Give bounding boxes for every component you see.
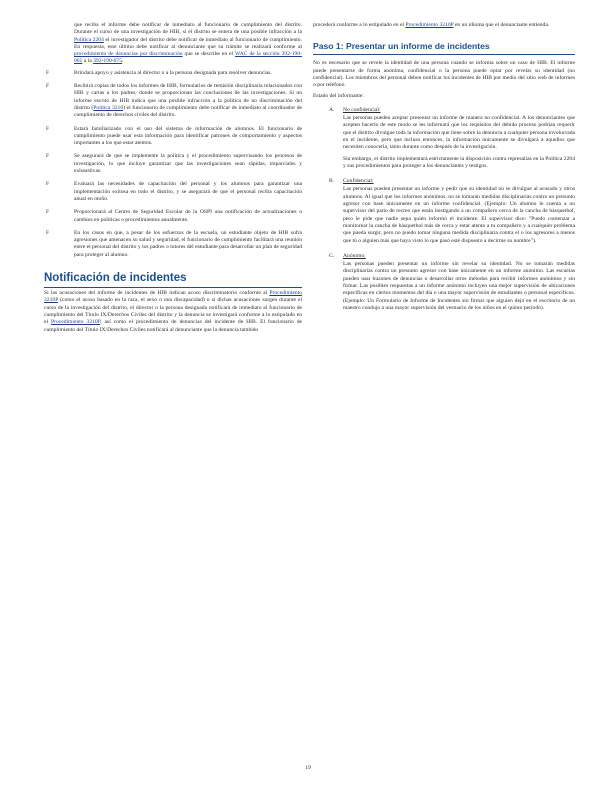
left-column bbox=[44, 22, 302, 338]
notif-text-2: (como el acoso basado en la raza, el sexo o una discapacidad) o si dichas acusaciones surgen durante el curso de la investigación del distrito, el director o la persona designada notificará de inmediato al funcionario de cumplimiento del Título IX/Derechos Civiles del distrito y la denuncia se investigará conforme a lo estipulado en el bbox=[44, 297, 302, 326]
notif-text-1: Si las acusaciones del informe de incidentes de HIB indican acoso discriminatorio conforme al bbox=[44, 290, 270, 297]
intro-text-3: que se describe en el bbox=[182, 51, 236, 58]
list-item-text: Se asegurará de que se implemente la política y el procedimiento supervisando los procesos de investigación, lo que incluye garantizar que las investigaciones sean rápidas, imparciales y exhaustivas. bbox=[74, 153, 302, 175]
option-paragraph: Las personas pueden presentar un informe sin revelar su identidad. No se tomarán medidas disciplinarias contra un presunto agresor con base únicamente en un informe anónimo. Las escuelas pueden usar buzones de denuncias o desarrollar otros métodos para recibir informes anónimos y sin firmar. Las posibles respuestas a un informe anónimo incluyen una mejor supervisión de ubicaciones específicas en ciertos momentos del día o una mayor supervisión de estudiantes o personal específicos. (Ejemplo: Un Formulario de Informe de Incidentes sin firmar que alguien dejó en el escritorio de un maestro condujo a una mayor supervisión del vestuario de los niños en el quinto período). bbox=[343, 261, 575, 311]
list-item-text: Proporcionará al Centro de Seguridad Escolar de la OSPI una notificación de actualizaciones o cambios en políticas o procedimientos anualmente. bbox=[74, 209, 302, 223]
bullet-marker: F bbox=[46, 181, 49, 188]
cont-text-2: en un idioma que el denunciante entienda. bbox=[453, 22, 550, 28]
list-item-text-end: ) el funcionario de cumplimiento debe notificar de inmediato al coordinador de cumplimiento de derechos civiles del distrito. bbox=[74, 104, 302, 119]
bullet-marker: F bbox=[46, 125, 49, 132]
intro-text-1: que reciba el informe debe notificar de inmediato al funcionario de cumplimiento del distrito. Durante el curso de una investigación de HIB, si el distrito se entera de una posible infracción a la bbox=[74, 22, 302, 36]
link-wac-section[interactable]: WAC de la sección 392-190-065 bbox=[74, 51, 302, 65]
option-non-confidential bbox=[313, 107, 575, 170]
intro-text-4: a la bbox=[82, 58, 94, 65]
link-procedure-3210p[interactable]: Procedimiento 3210P bbox=[44, 290, 302, 304]
list-item-text: Estará familiarizado con el uso del sistema de información de alumnos. El funcionario de cumplimiento puede usar esta información para identificar patrones de comportamiento y aspectos importantes a los que estar atentos. bbox=[74, 125, 302, 147]
list-item-text: Evaluará las necesidades de capacitación del personal y los alumnos para garantizar una implementación exitosa en todo el distrito, y se asegurará de que el personal reciba capacitación anual en otoño. bbox=[74, 181, 302, 202]
link-procedure-3210p-3[interactable]: Procedimiento 3210P bbox=[405, 22, 454, 28]
link-procedure-3210p-2[interactable]: Procedimiento 3210P bbox=[50, 319, 101, 326]
bullet-marker: F bbox=[46, 209, 49, 216]
option-paragraph: Sin embargo, el distrito implementará estrictamente la disposición contra represalias en la Política 2204 y sus procedimientos para proteger a los denunciantes y testigos. bbox=[343, 155, 575, 169]
list-item bbox=[44, 209, 302, 224]
step-1-paragraph: No es necesario que se revele la identidad de una persona cuando se informa sobre un caso de HIB. El informe puede presentarse de forma anónima, confidencial o la persona puede optar por revelar su identidad (no confidencial). Los miembros del personal deben notificar los incidentes de HIB por medio del sitio web de informes o por teléfono. bbox=[313, 60, 575, 89]
continuation-paragraph bbox=[313, 22, 575, 29]
bullet-marker: F bbox=[46, 83, 49, 90]
step-1-heading: Paso 1: Presentar un informe de incidentes bbox=[313, 41, 575, 55]
list-item bbox=[44, 70, 302, 77]
option-paragraph: Las personas pueden aceptar presentar un informe de manera no confidencial. A los denunciantes que acepten hacerlo de este modo se les informará que los requisitos del debido proceso podrían requerir que el distrito divulgue toda la información que tiene sobre la denuncia a cualquier persona involucrada en el incidente, pero que incluso entonces, la información únicamente se divulgará a aquellos que necesiten conocerla, tanto durante como después de la investigación. bbox=[343, 115, 575, 151]
list-item-text: Brindará apoyo y asistencia al director o a la persona designada para resolver denuncias. bbox=[74, 69, 272, 76]
link-policy-3210[interactable]: Política 3210 bbox=[93, 104, 124, 111]
list-item bbox=[44, 230, 302, 259]
intro-text-5: . bbox=[122, 58, 124, 65]
option-title: Anónimo: bbox=[343, 252, 366, 259]
option-letter: A. bbox=[329, 106, 335, 113]
option-title: No confidencial: bbox=[343, 106, 381, 113]
link-discrimination-procedure[interactable]: procedimiento de denuncias por discriminación bbox=[74, 51, 183, 58]
option-title: Confidencial: bbox=[343, 178, 374, 185]
list-item-text: Recibirá copias de todos los informes de HIB, formularios de remisión disciplinaria relacionados con HIB y cartas a los padres, donde se proporcionan las conclusiones de las investigaciones. Si un informe escrito de HIB indica que una posible infracción a la política de no discriminación del distrito ( bbox=[74, 83, 302, 111]
list-item-text: En los casos en que, a pesar de los esfuerzos de la escuela, un estudiante objeto de HIB sufra agresiones que amenacen su salud y seguridad, el funcionario de cumplimiento facilitará una reunión entre el personal del distrito y los padres o tutores del estudiante para desarrollar un plan de seguridad para proteger al alumno. bbox=[74, 229, 302, 258]
section-heading-incident-notification: Notificación de incidentes bbox=[44, 271, 302, 288]
option-anonymous bbox=[313, 253, 575, 312]
intro-text-2: el investigador del distrito debe notificar de inmediato al funcionario de cumplimiento. En respuesta, este último debe notificar al denunciante que su trámite se realizará conforme al bbox=[74, 36, 302, 50]
notification-paragraph bbox=[44, 290, 302, 334]
option-letter: B. bbox=[329, 178, 335, 185]
list-item bbox=[44, 181, 302, 203]
option-paragraph: Las personas pueden presentar un informe y pedir que su identidad no se divulgue al acusado y otros alumnos. Al igual que los informes anónimos, no se tomarán medidas disciplinarias contra un presunto agresor con base únicamente en un informe confidencial. (Ejemplo: Un alumno le cuenta a un supervisor del patio de recreo que están hostigando a un compañero cerca de la cancha de básquetbol, pero le pide que nadie sepa quién informó el incidente. El supervisor dice: "Puedo comenzar a monitorear la cancha de básquetbol más de cerca y estar atento a tu compañero y a cualquier problema que pueda surgir, pero no puedo tomar ninguna medida disciplinaria contra el o los agresores a menos que tú o alguien más que haya visto lo que pasó esté dispuesto a decirme su nombre"). bbox=[343, 186, 575, 244]
link-policy-2204[interactable]: Política 2204 bbox=[74, 36, 104, 43]
bullet-marker: F bbox=[46, 229, 49, 236]
link-wac-392-190-075[interactable]: 392-190-075 bbox=[93, 58, 123, 65]
bullet-marker: F bbox=[46, 153, 49, 160]
list-item bbox=[44, 126, 302, 148]
page-number: 19 bbox=[305, 765, 311, 771]
bullet-marker: F bbox=[46, 69, 49, 76]
cont-text-1: procederá conforme a lo estipulado en el bbox=[313, 22, 406, 28]
compliance-duties-list bbox=[44, 70, 302, 259]
intro-paragraph bbox=[44, 22, 302, 66]
right-column bbox=[313, 22, 575, 320]
notif-text-3: , así como el procedimiento de denuncias del incidente de HIB. El funcionario de cumplimiento del Título IX/Derechos Civiles notificará al denunciante que la denuncia también bbox=[44, 319, 302, 333]
option-letter: C. bbox=[329, 252, 335, 259]
list-item bbox=[44, 153, 302, 175]
reporter-status-label: Estado del informante: bbox=[313, 93, 364, 100]
option-confidential bbox=[313, 178, 575, 245]
list-item bbox=[44, 83, 302, 119]
